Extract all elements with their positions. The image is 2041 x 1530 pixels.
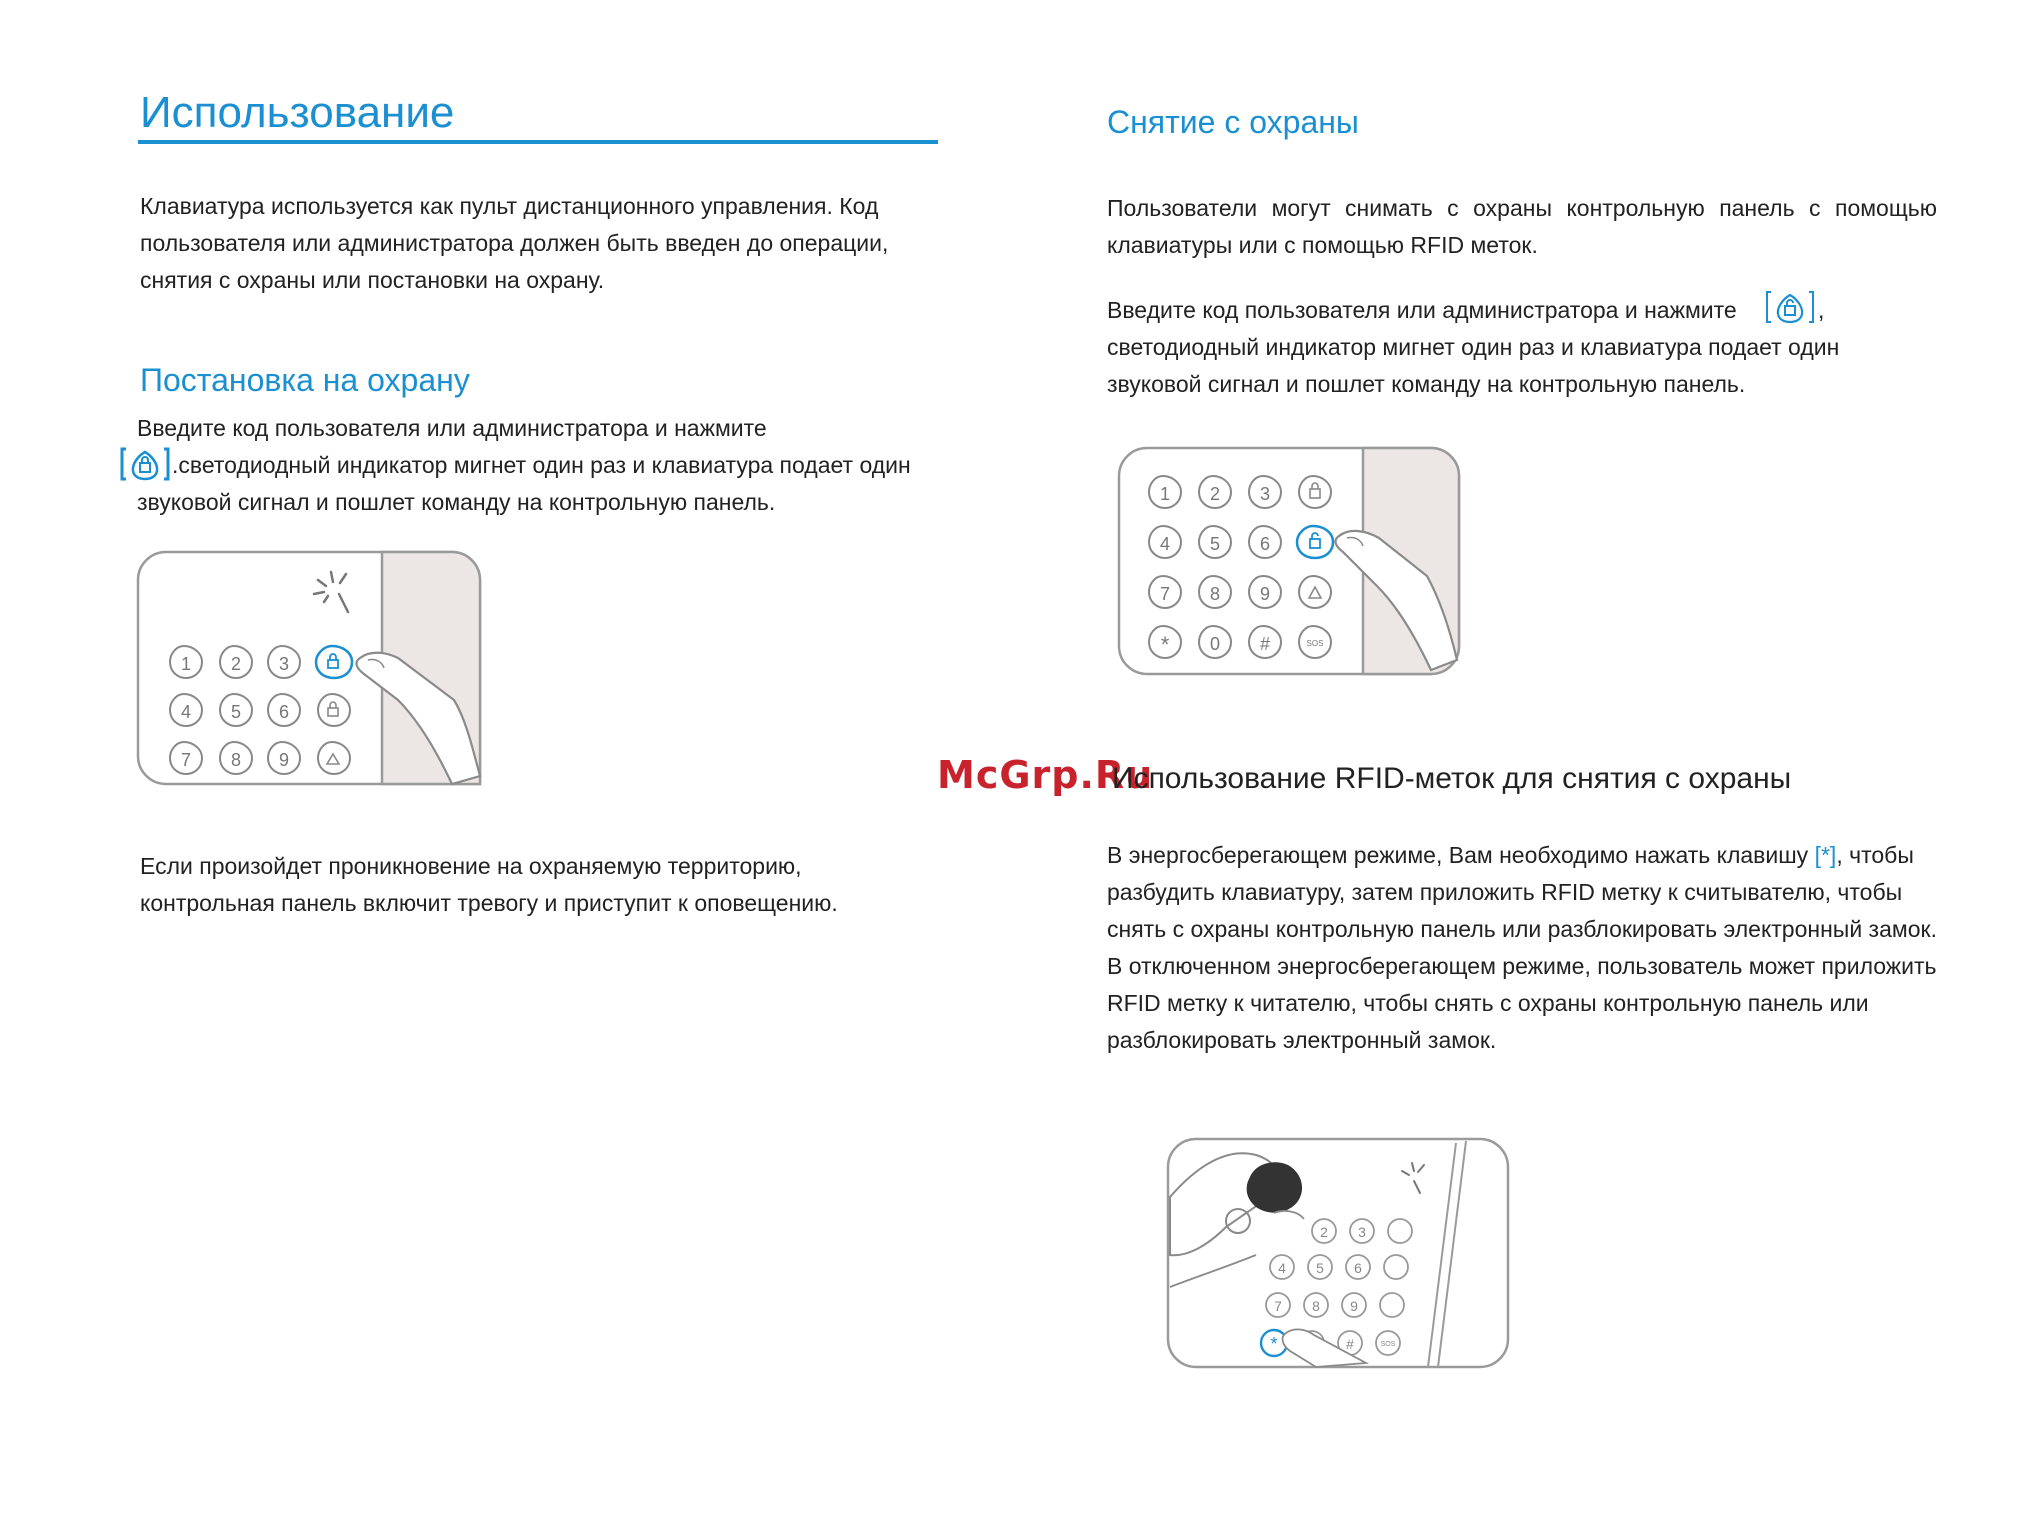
key-9: 9 [1350,1298,1358,1314]
arm-heading: Постановка на охрану [140,362,470,398]
alarm-paragraph: Если произойдет проникновение на охраняемую территорию, контрольная панель включит тревогу и приступит к оповещению. [140,853,838,916]
star-key-reference: [*] [1814,842,1837,868]
rfid-text-rest: чтобы разбудить клавиатуру, затем приложить RFID метку к считывателю, чтобы снять с охраны контрольную панель или разблокировать электронный замок. В отключенном энергосберегающем режиме, пользователь может приложить RFID метку к читателю, чтобы снять с охраны контрольную панель или разблокировать электронный замок. [1107,842,1937,1053]
arm-keypad-illustration [136,550,482,786]
key-hash: # [1346,1336,1354,1352]
rfid-text-start: В энергосберегающем режиме, Вам необходимо нажать клавишу [1107,842,1809,868]
key-6: 6 [278,702,290,722]
key-2: 2 [1209,484,1221,504]
key-9: 9 [1259,584,1271,604]
key-7: 7 [1274,1298,1282,1314]
key-7: 7 [180,750,192,770]
key-star: * [1270,1334,1278,1354]
disarm-comma: , [1818,297,1825,323]
key-1: 1 [1159,484,1171,504]
disarm-instr-line2: светодиодный индикатор мигнет один раз и клавиатура подает один [1107,334,1840,360]
intro-paragraph: Клавиатура используется как пульт дистанционного управления. Код пользователя или администратора должен быть введен до операции, снятия с охраны или постановки на охрану. [140,193,889,293]
key-0: 0 [1209,634,1221,654]
key-8: 8 [230,750,242,770]
rfid-paragraph: В энергосберегающем режиме, Вам необходимо нажать клавишу [*], чтобы разбудить клавиатуру, затем приложить RFID метку к считывателю, чтобы снять с охраны контрольную панель или разблокировать электронный замок. В отключенном энергосберегающем режиме, пользователь может приложить RFID метку к читателю, чтобы снять с охраны контрольную панель или разблокировать электронный замок. [1107,842,1937,1053]
key-5: 5 [230,702,242,722]
key-5: 5 [1316,1260,1324,1276]
disarm-heading: Снятие с охраны [1107,104,1359,140]
title-underline [138,140,938,144]
rfid-keypad-illustration [1166,1137,1510,1369]
arm-text-line2: .светодиодный индикатор мигнет один раз и клавиатура подает один [172,452,911,478]
disarm-instr-line3: звуковой сигнал и пошлет команду на контрольную панель. [1107,371,1746,397]
page-title: Использование [140,88,455,137]
arm-lock-icon [120,446,170,482]
rfid-heading: Использование RFID-меток для снятия с охраны [1112,762,1792,795]
key-1: 1 [180,654,192,674]
key-5: 5 [1209,534,1221,554]
disarm-instr-line1: Введите код пользователя или администратора и нажмите [1107,297,1737,323]
key-4: 4 [1278,1260,1286,1276]
key-3: 3 [1358,1224,1366,1240]
key-6: 6 [1354,1260,1362,1276]
arm-text-line1: Введите код пользователя или администратора и нажмите [137,415,767,441]
key-7: 7 [1159,584,1171,604]
key-sos: SOS [1380,1341,1396,1348]
key-2: 2 [1320,1224,1328,1240]
disarm-paragraph: Пользователи могут снимать с охраны контрольную панель с помощью клавиатуры или с помощью RFID меток. [1107,195,1937,258]
key-8: 8 [1312,1298,1320,1314]
key-3: 3 [278,654,290,674]
key-2: 2 [230,654,242,674]
key-9: 9 [278,750,290,770]
key-sos: SOS [1306,639,1324,648]
key-4: 4 [180,702,192,722]
arm-text-line3: звуковой сигнал и пошлет команду на контрольную панель. [137,489,776,515]
watermark: McGrp.Ru [937,753,1154,797]
disarm-unlock-icon [1764,288,1816,326]
key-4: 4 [1159,534,1171,554]
key-star: * [1160,632,1170,657]
disarm-keypad-illustration [1117,446,1461,676]
key-6: 6 [1259,534,1271,554]
key-3: 3 [1259,484,1271,504]
key-hash: # [1259,634,1271,654]
key-8: 8 [1209,584,1221,604]
